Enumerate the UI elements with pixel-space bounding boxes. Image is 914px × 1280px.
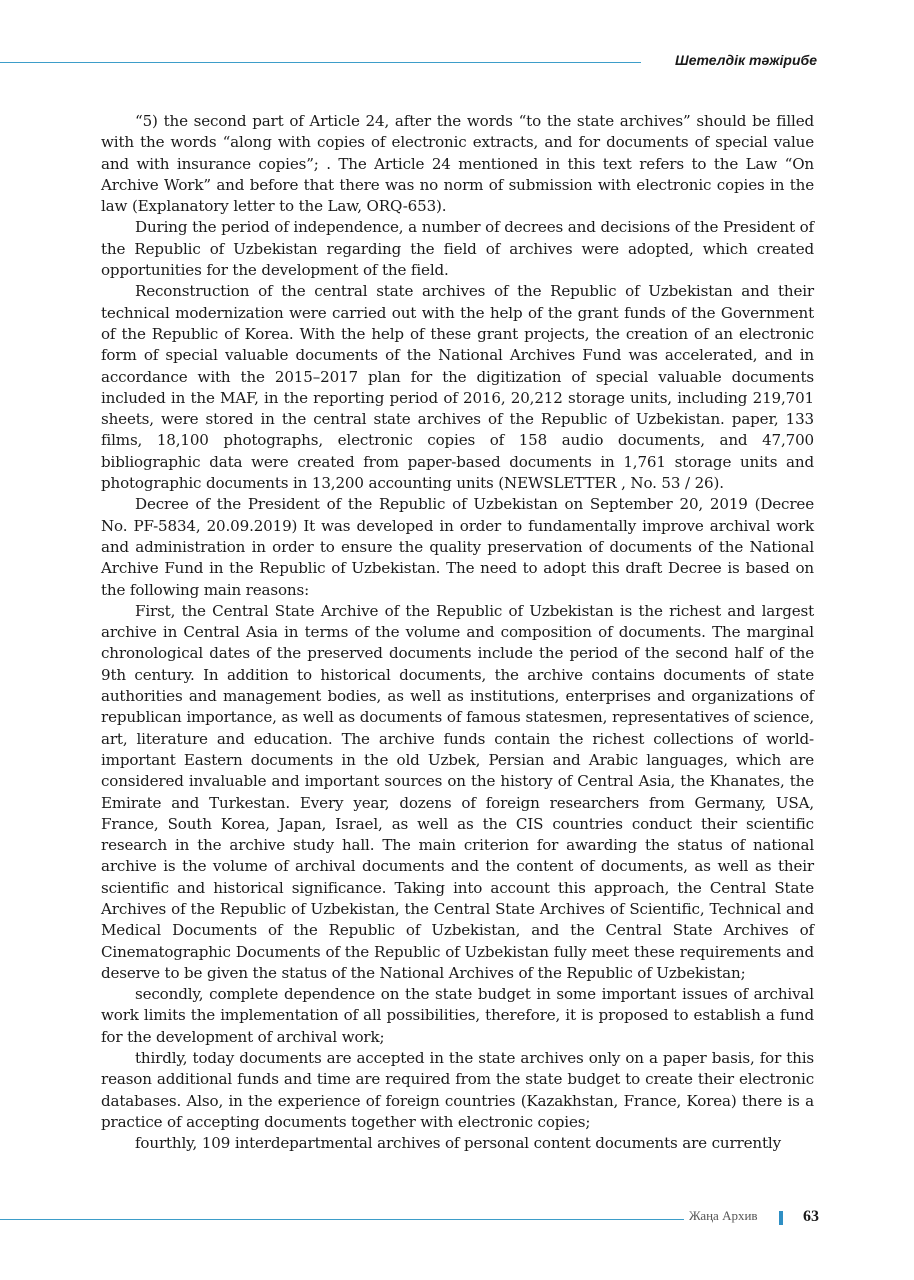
paragraph: thirdly, today documents are accepted in the state archives only on a paper basis, for this reason additional funds and time are required from the state budget to create their electronic databases. Also, in the experience of foreign countries (Kazakhstan, France, Korea) there is a practice of accepting documents together with electronic copies; bbox=[101, 1049, 814, 1131]
journal-name: Жаңа Архив bbox=[689, 1208, 758, 1223]
paragraph: Reconstruction of the central state archives of the Republic of Uzbekistan and their technical modernization were carried out with the help of the grant funds of the Government of the Republic of Korea. With the help of these grant projects, the creation of an electronic form of special valuable documents of the National Archives Fund was accelerated, and in accordance with the 2015–2017 plan for the digitization of special valuable documents included in the MAF, in the reporting period of 2016, 20,212 storage units, including 219,701 sheets, were stored in the central state archives of the Republic of Uzbekistan. paper, 133 films, 18,100 photographs, electronic copies of 158 audio documents, and 47,700 bibliographic data were created from paper-based documents in 1,761 storage units and photographic documents in 13,200 accounting units (NEWSLETTER , No. 53 / 26). bbox=[101, 282, 814, 493]
header-rule bbox=[0, 62, 641, 63]
paragraph: Decree of the President of the Republic of Uzbekistan on September 20, 2019 (Decree No. PF-5834, 20.09.2019) It was developed in order to fundamentally improve archival work and administration in order to ensure the quality preservation of documents of the National Archive Fund in the Republic of Uzbekistan. The need to adopt this draft Decree is based on the following main reasons: bbox=[101, 495, 814, 599]
article-body bbox=[101, 111, 814, 1155]
footer-rule bbox=[0, 1219, 684, 1220]
paragraph: During the period of independence, a number of decrees and decisions of the President of the Republic of Uzbekistan regarding the field of archives were adopted, which created opportunities for the development of the field. bbox=[101, 218, 814, 280]
section-title: Шетелдік тәжірибе bbox=[675, 52, 817, 68]
paragraph: fourthly, 109 interdepartmental archives of personal content documents are currently bbox=[135, 1134, 781, 1153]
paragraph: “5) the second part of Article 24, after the words “to the state archives” should be filled with the words “along with copies of electronic extracts, and for documents of special value and with insurance copies”; . The Article 24 mentioned in this text refers to the Law “On Archive Work” and before that there was no norm of submission with electronic copies in the law (Explanatory letter to the Law, ORQ-653). bbox=[101, 112, 814, 216]
page-number: 63 bbox=[803, 1208, 819, 1225]
paragraph: First, the Central State Archive of the Republic of Uzbekistan is the richest and largest archive in Central Asia in terms of the volume and composition of documents. The marginal chronological dates of the preserved documents include the period of the second half of the 9th century. In addition to historical documents, the archive contains documents of state authorities and management bodies, as well as institutions, enterprises and organizations of republican importance, as well as documents of famous statesmen, representatives of science, art, literature and education. The archive funds contain the richest collections of world-important Eastern documents in the old Uzbek, Persian and Arabic languages, which are considered invaluable and important sources on the history of Central Asia, the Khanates, the Emirate and Turkestan. Every year, dozens of foreign researchers from Germany, USA, France, South Korea, Japan, Israel, as well as the CIS countries conduct their scientific research in the archive study hall. The main criterion for awarding the status of national archive is the volume of archival documents and the content of documents, as well as their scientific and historical significance. Taking into account this approach, the Central State Archives of the Republic of Uzbekistan, the Central State Archives of Scientific, Technical and Medical Documents of the Republic of Uzbekistan, and the Central State Archives of Cinematographic Documents of the Republic of Uzbekistan fully meet these requirements and deserve to be given the status of the National Archives of the Republic of Uzbekistan; bbox=[101, 601, 814, 982]
paragraph: secondly, complete dependence on the state budget in some important issues of archival work limits the implementation of all possibilities, therefore, it is proposed to establish a fund for the development of archival work; bbox=[101, 985, 814, 1046]
footer-accent-bar bbox=[779, 1211, 783, 1225]
